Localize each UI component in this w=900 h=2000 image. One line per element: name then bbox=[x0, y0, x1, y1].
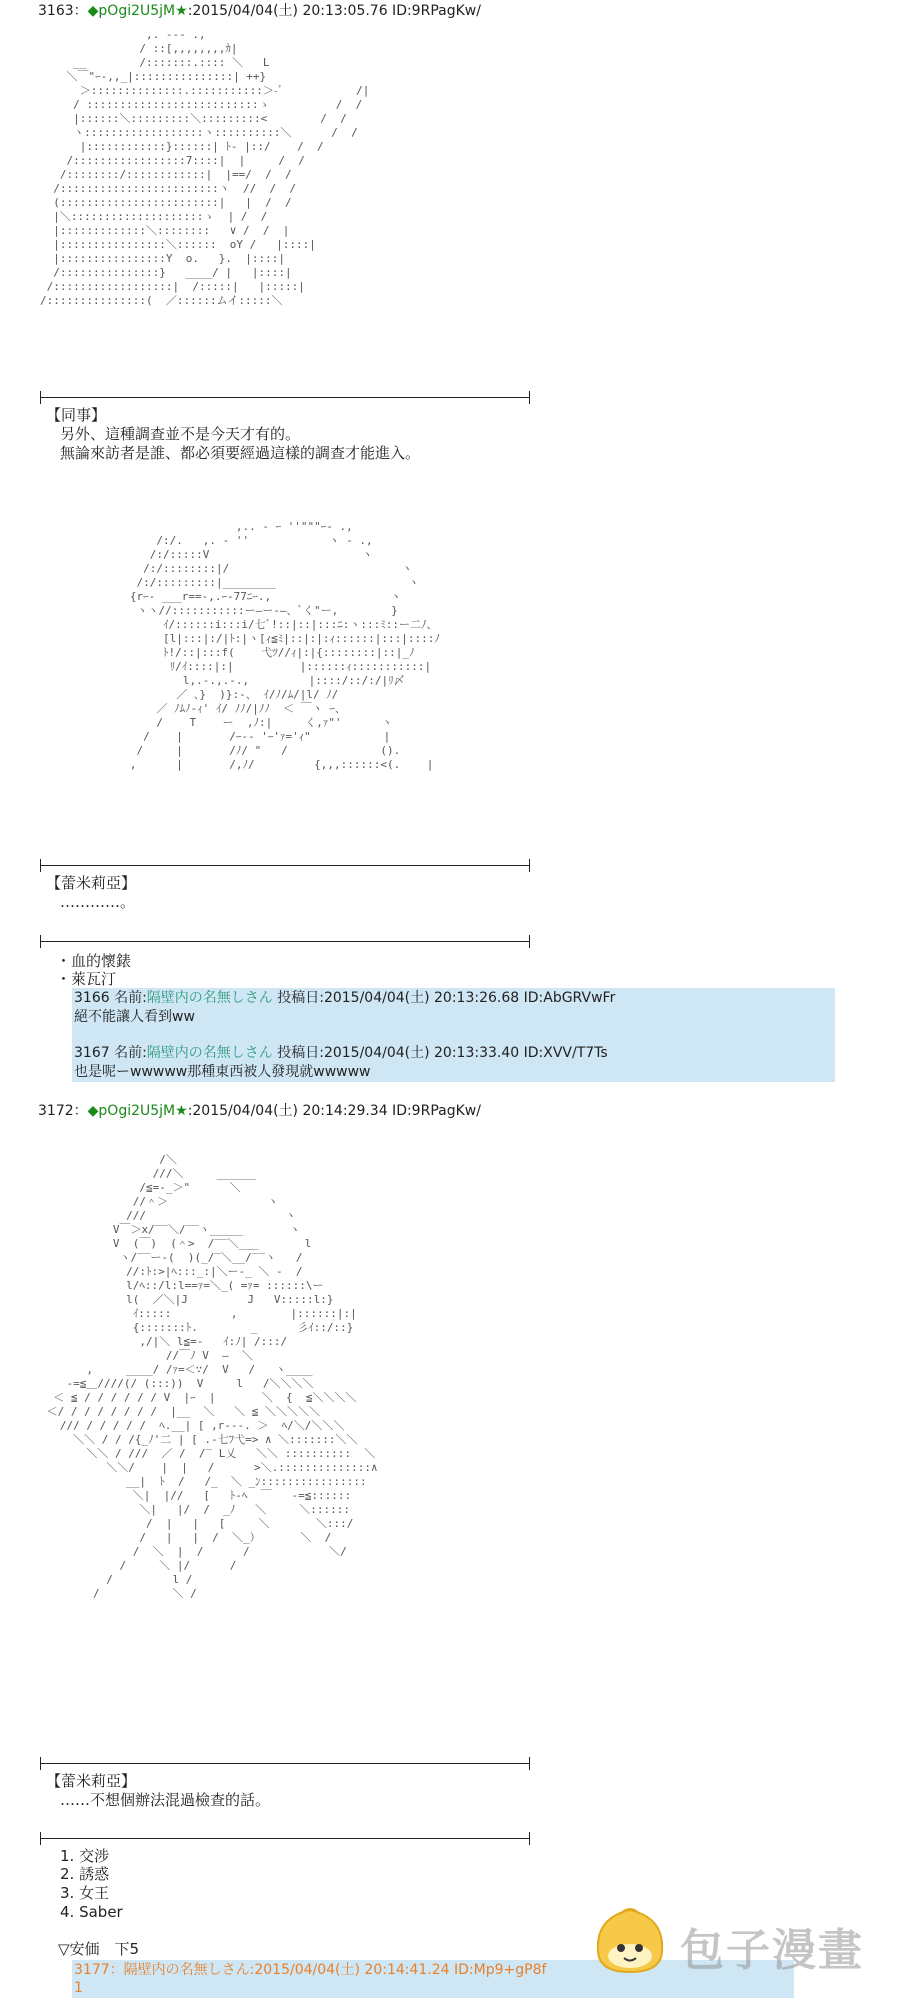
reply-header bbox=[74, 1044, 608, 1062]
tripcode: ◆pOgi2U5jM bbox=[87, 1103, 176, 1119]
star-icon: ★ bbox=[175, 3, 188, 19]
poster-name: 隔壁内の名無しさん bbox=[146, 1045, 273, 1061]
poster-name: 隔壁内の名無しさん bbox=[123, 1962, 250, 1978]
divider bbox=[40, 865, 530, 866]
reply-meta: :2015/04/04(土) 20:14:41.24 ID:Mp9+gP8f bbox=[249, 1962, 547, 1978]
watermark-logo bbox=[590, 1900, 880, 1980]
ascii-art-remilia-wings: /＼ ///＼ ______ /≦=-_＞" ＼ //＾＞ ヽ /// ヽ V￣＞x/‾‾＼/‾‾ヽ_____ ヽ V (￣) (＾> /‾‾＼___ l ヽ/‾‾ー-( )(_/‾＼__/‾‾ヽ / //:ﾄ:>|ﾍ:::_:|＼ー-_ ＼ - / l/ﾍ::/l:l==ｧ=＼_( =ｧ= ::::::\ー l( ／＼|J J V:::::l:} ｲ::::: , |::::::|:| {:::::::ﾄ. _ 彡ｲ::/::} ,/|＼ l≦=- ｲ:ﾉ| /:::/ //￣ﾉ V ― ＼ , ____/ /ｧ=＜∵/ V / ヽ____ -=≦＿////(/ (:::)) V l /＼＼＼＼ ＜ ≦ / / / / / / V |ｰ | ＼ { ≦＼＼＼＼ ＜/ / / / / / / / |__ ＼ ＼ ≦ ＼＼＼＼＼ /// / / / / / ﾍ.__| [ ,r---. ＞ ﾍ/＼/＼＼＼ ＼＼ / / /{_ﾉ'二 | [ .-七ﾌ弋=> ∧ ＼:::::::＼＼ ＼＼ / /// ／ / /‾ L乂 ＼＼ :::::::::: ＼ ＼＼/ | | / >＼.::::::::::::::∧ __| ﾄ / /_ ＼ _ﾝ:::::::::::::::: ＼| |// [ ﾄ-ﾍ ￣ -=≦:::::: ＼| |/ / _ﾉ ＼ ＼:::::: / | | [ ＼ ＼:::/ / | | / ＼_） ＼ / / ＼ | / / ＼/ / ＼ |/ / / l / / ＼ / bbox=[46, 1153, 378, 1600]
post-meta: :2015/04/04(土) 20:14:29.34 ID:9RPagKw/ bbox=[187, 1103, 481, 1119]
post-header bbox=[38, 0, 481, 20]
divider bbox=[40, 397, 530, 398]
speaker-label: 【蕾米莉亞】 bbox=[46, 874, 137, 892]
tripcode: ◆pOgi2U5jM bbox=[87, 3, 176, 19]
reply-header bbox=[74, 1961, 546, 1979]
poster-name: 隔壁内の名無しさん bbox=[146, 990, 273, 1006]
star-icon: ★ bbox=[175, 1103, 188, 1119]
reply-body: 1 bbox=[74, 1980, 83, 1996]
reply-meta: 投稿日:2015/04/04(土) 20:13:33.40 ID:XVV/T7Ts bbox=[272, 1045, 608, 1061]
post-meta: :2015/04/04(土) 20:13:05.76 ID:9RPagKw/ bbox=[187, 3, 481, 19]
reply-body: 絕不能讓人看到ww bbox=[74, 1009, 195, 1025]
dialogue-line: ……不想個辦法混過檢查的話。 bbox=[60, 1791, 271, 1809]
divider bbox=[40, 941, 530, 942]
reply-meta: 投稿日:2015/04/04(土) 20:13:26.68 ID:AbGRVwFr bbox=[272, 990, 616, 1006]
divider bbox=[40, 1763, 530, 1764]
speaker-label: 【蕾米莉亞】 bbox=[46, 1772, 137, 1790]
post-header bbox=[38, 1100, 481, 1120]
choice-item: 1. 交涉 bbox=[60, 1847, 110, 1865]
post-number[interactable]: 3172： bbox=[38, 1103, 88, 1119]
watermark-text: 包子漫畫 bbox=[680, 1925, 864, 1976]
ascii-art-remilia-hat: ,.. - ｰ ''"""ｰ- ., /:/. ,. - '' ヽ - ., /:/:::::V ヽ /:/::::::::|/ ヽ /:/:::::::::|________ ヽ {rｰ- ___r==-,.ｰ-77ﾆｰ., ヽ ヽヽ//:::::::::::ー―ー-―、ﾞく"ー, } ｲ/::::::i:::i/七ﾞ!::|::|:::ﾆ:ヽ:::ﾐ::ー二ﾉ、 [l|:::|:/|ﾄ:|ヽ[ｨ≦ﾐ|::|:|:ｨ::::::|:::|::::ﾉ ﾄ!/::|:::f( 弋ﾂ//ｨ|:|{::::::::|::|_ﾉ ﾘ/ｲ::::|:| |::::::ｨ:::::::::::| l,.-.,.-., |::::/::/:/|ﾘ〆 ／ 、} )}:-、 ｲ/ﾉ/ﾑ/|l/ ﾉ/ ／ ﾉﾑﾉ-ｨ' ｲ/ ﾉﾉ/|ﾉﾉ ＜ ￣ヽ ｰ、 / T ー ,ﾉ:| く,ｧ"' ヽ / | /ｰ-- 'ｰ'ｧ='ｨ" | / | /ﾉ/ " / (). , | /,ﾉ/ {,,,::::::<(. | bbox=[129, 520, 440, 771]
ascii-art-soldier: ,. --- ., / ::[,,,,,,,,ｶ| __ /:::::::.:::: ＼ L ＼￣"ｰ-,,_|:::::::::::::::| ++} ＞::::::::::::::.:::::::::::＞-ﾞ /| / ::::::::::::::::::::::::::ゝ / / |::::::＼:::::::::＼:::::::::< / / ヽ::::::::::::::::::ヽ::::::::::＼ / / |::::::::::::}::::::| ﾄ- |::/ / / /:::::::::::::::::7::::| | / / /::::::::/::::::::::::| |==/ / / /::::::::::::::::::::::::ヽ // / / (::::::::::::::::::::::::| | / / |＼::::::::::::::::::::ゝ | / / |:::::::::::::＼:::::::: ∨ / / | |::::::::::::::::＼:::::: oY / |::::| |::::::::::::::::Y o. }. |::::| /:::::::::::::::} ____/ | |::::| /::::::::::::::::::| /:::::| |:::::| /:::::::::::::::( ／::::::ムイ:::::＼ bbox=[40, 28, 370, 307]
choice-item: 3. 女王 bbox=[60, 1884, 110, 1902]
reply-header bbox=[74, 989, 615, 1007]
choice-item: ・萊瓦汀 bbox=[56, 970, 117, 988]
choice-item: 4. Saber bbox=[60, 1903, 123, 1921]
reply-body: 也是呢ーwwwww那種東西被人發現就wwwww bbox=[74, 1064, 371, 1080]
speaker-label: 【同事】 bbox=[46, 406, 107, 424]
vote-prompt: ▽安価 下5 bbox=[58, 1940, 140, 1958]
reply-number[interactable]: 3167 名前: bbox=[74, 1045, 147, 1061]
reply-number[interactable]: 3166 名前: bbox=[74, 990, 147, 1006]
dialogue-line: …………。 bbox=[60, 893, 136, 911]
post-number[interactable]: 3163： bbox=[38, 3, 88, 19]
choice-item: 2. 誘惑 bbox=[60, 1865, 110, 1883]
choice-item: ・血的懷錶 bbox=[56, 952, 132, 970]
reply-number[interactable]: 3177： bbox=[74, 1962, 124, 1978]
bun-mascot-icon bbox=[590, 1900, 670, 1980]
dialogue-line: 無論來訪者是誰、都必須要經過這樣的調查才能進入。 bbox=[60, 444, 421, 462]
divider bbox=[40, 1838, 530, 1839]
dialogue-line: 另外、這種調查並不是今天才有的。 bbox=[60, 425, 301, 443]
